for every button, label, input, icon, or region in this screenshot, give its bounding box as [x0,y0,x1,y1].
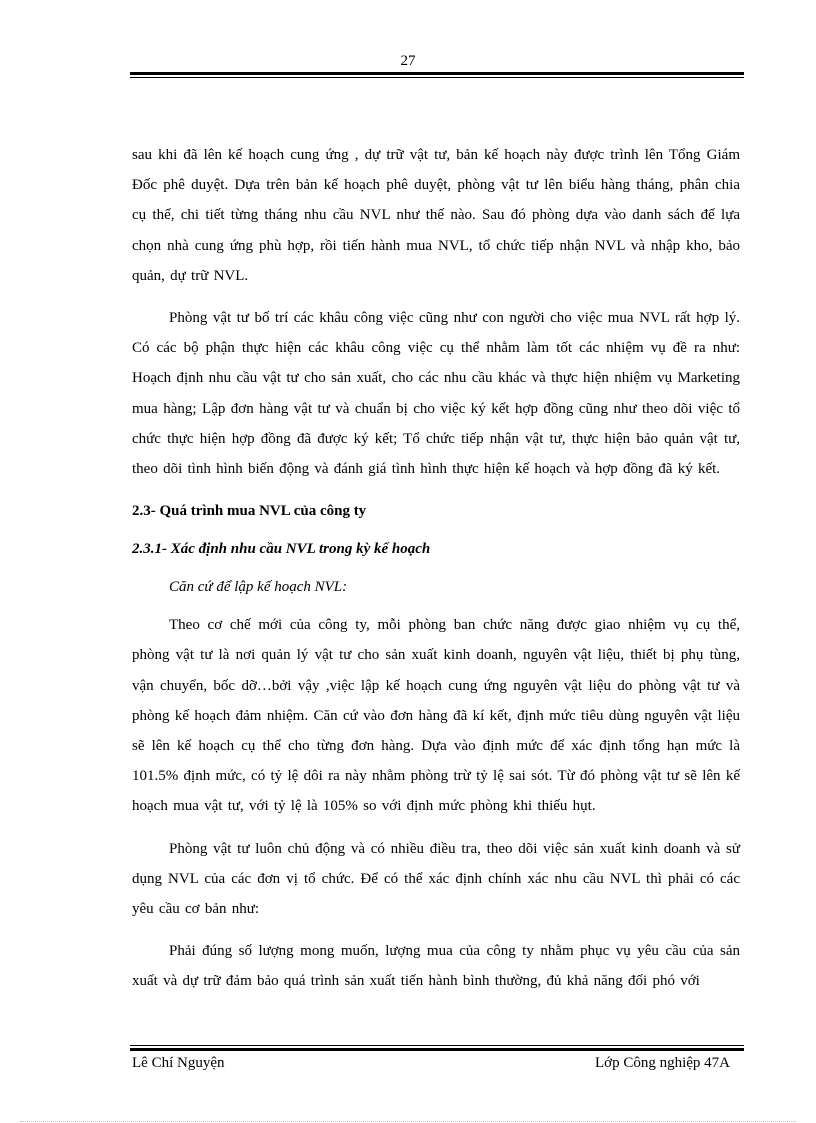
page-edge-divider [20,1121,796,1122]
footer [132,1055,730,1072]
paragraph-4: Phòng vật tư luôn chủ động và có nhiều điều tra, theo dõi việc sản xuất kinh doanh và sử dụng NVL của các đơn vị tổ chức. Để có thể xác định chính xác nhu cầu NVL thì phải có các yêu cầu cơ bản như: [132,840,740,918]
footer-class: Lớp Công nghiệp 47A [594,1055,730,1071]
subsection-subtitle: Căn cứ để lập kế hoạch NVL: [169,579,348,596]
section-heading: 2.3- Quá trình mua NVL của công ty [132,503,367,520]
subsection-heading: 2.3.1- Xác định nhu cầu NVL trong kỳ kế hoạch [132,541,431,558]
footer-rule [130,1048,744,1051]
footer-author: Lê Chí Nguyện [132,1055,225,1071]
footer-rule-thin [130,1045,744,1046]
paragraph-1: sau khi đã lên kế hoạch cung ứng , dự trữ vật tư, bản kế hoạch này được trình lên Tổng Giám Đốc phê duyệt. Dựa trên bản kế hoạch phê duyệt, phòng vật tư lên biểu hàng tháng, phân chia cụ thể, chi tiết từng tháng nhu cầu NVL như thế nào. Sau đó phòng dựa vào danh sách để lựa chọn nhà cung ứng phù hợp, rồi tiến hành mua NVL, tổ chức tiếp nhận NVL và nhập kho, bảo quản, dự trữ NVL. [132,147,740,284]
header-rule-thin [130,77,744,78]
paragraph-3: Theo cơ chế mới của công ty, mỗi phòng ban chức năng được giao nhiệm vụ cụ thể, phòng vật tư là nơi quản lý vật tư cho sản xuất kinh doanh, nguyên vật liệu, thiết bị phụ tùng, vận chuyển, bốc dỡ…bởi vậy ,việc lập kế hoạch cung ứng nguyên vật liệu do phòng vật tư và phòng kế hoạch đảm nhiệm. Căn cứ vào đơn hàng đã kí kết, định mức tiêu dùng nguyên vật liệu sẽ lên kế hoạch cụ thể cho từng đơn hàng. Dựa vào định mức để xác định tổng hạn mức là 101.5% định mức, có tỷ lệ dôi ra này nhằm phòng trừ tỷ lệ sai sót. Từ đó phòng vật tư sẽ lên kế hoạch mua vật tư, với tỷ lệ là 105% so với định mức phòng khi thiếu hụt. [132,617,740,815]
paragraph-2: Phòng vật tư bố trí các khâu công việc cũng như con người cho việc mua NVL rất hợp lý. Có các bộ phận thực hiện các khâu công việc cụ thể nhằm làm tốt các nhiệm vụ đề ra như: Hoạch định nhu cầu vật tư cho sản xuất, cho các nhu cầu khác và thực hiện nhiệm vụ Marketing mua hàng; Lập đơn hàng vật tư và chuẩn bị cho việc ký kết hợp đồng cũng như theo dõi việc tổ chức thực hiện hợp đồng đã được ký kết; Tổ chức tiếp nhận vật tư, thực hiện bảo quản vật tư, theo dõi tình hình biến động và đánh giá tình hình thực hiện kế hoạch và hợp đồng đã ký kết. [132,310,740,478]
page-number: 27 [400,53,416,69]
document-body [132,140,740,997]
header-rule [130,72,744,75]
paragraph-5: Phải đúng số lượng mong muốn, lượng mua của công ty nhằm phục vụ yêu cầu của sản xuất và dự trữ đảm bảo quá trình sản xuất tiến hành bình thường, đủ khả năng đối phó với [132,943,740,990]
